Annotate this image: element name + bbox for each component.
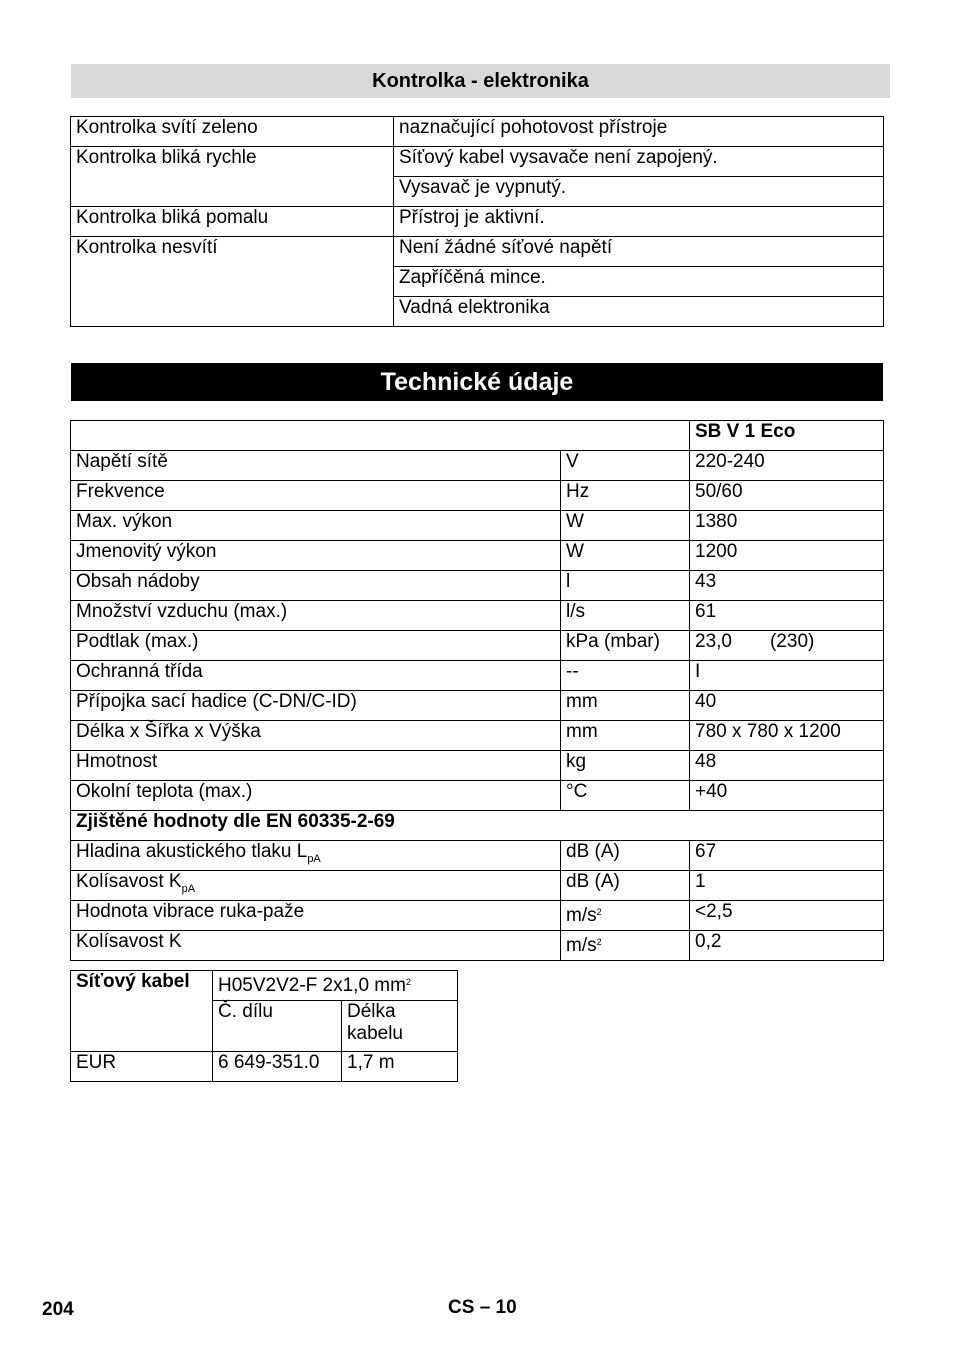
cable-length-header-line1: Délka [347, 1001, 396, 1022]
spec-value-kpa: 23,0 [695, 631, 732, 652]
spec-unit: l [561, 571, 690, 601]
spec-value: 40 [690, 691, 884, 721]
table-row [71, 971, 458, 1001]
table-row [71, 691, 884, 721]
spec-value: I [690, 661, 884, 691]
tech-table [70, 420, 884, 961]
cable-type-superscript: 2 [405, 977, 411, 987]
cable-type-text: H05V2V2-F 2x1,0 mm [218, 975, 406, 996]
spec-label: Přípojka sací hadice (C-DN/C-ID) [71, 691, 561, 721]
table-row [71, 481, 884, 511]
spec-unit: W [561, 511, 690, 541]
indicator-state: Kontrolka nesvítí [71, 237, 394, 327]
indicator-meaning: naznačující pohotovost přístroje [394, 117, 884, 147]
spec-label: Max. výkon [71, 511, 561, 541]
spec-value: 48 [690, 751, 884, 781]
spec-label: Množství vzduchu (max.) [71, 601, 561, 631]
spec-label-subscript: pA [307, 852, 321, 865]
spec-label-text: Hladina akustického tlaku L [76, 841, 308, 862]
spec-unit: mm [561, 691, 690, 721]
table-row [71, 541, 884, 571]
cable-part-number: 6 649-351.0 [213, 1052, 342, 1082]
spec-unit-superscript: 2 [596, 907, 602, 917]
table-row [71, 207, 884, 237]
table-row [71, 901, 884, 931]
spec-value: 61 [690, 601, 884, 631]
spec-label: Délka x Šířka x Výška [71, 721, 561, 751]
measurement-section-heading: Zjištěné hodnoty dle EN 60335-2-69 [71, 811, 884, 841]
spec-unit: dB (A) [561, 871, 690, 901]
table-row [71, 841, 884, 871]
spec-label-text: Kolísavost K [76, 871, 182, 892]
page-language-number [448, 1297, 517, 1319]
table-row [71, 661, 884, 691]
indicator-meaning: Vysavač je vypnutý. [394, 177, 884, 207]
spec-unit: kPa (mbar) [561, 631, 690, 661]
table-row [71, 631, 884, 661]
spec-value: <2,5 [690, 901, 884, 931]
indicator-meaning: Přístroj je aktivní. [394, 207, 884, 237]
indicator-meaning: Vadná elektronika [394, 297, 884, 327]
spec-unit: kg [561, 751, 690, 781]
table-row [71, 571, 884, 601]
page-number: 204 [42, 1299, 74, 1320]
cable-table [70, 970, 458, 1082]
spec-unit-superscript: 2 [596, 937, 602, 947]
spec-value: 220-240 [690, 451, 884, 481]
table-row [71, 781, 884, 811]
spec-unit-text: m/s [566, 905, 597, 926]
spec-value: 1 [690, 871, 884, 901]
table-row [71, 751, 884, 781]
indicator-state: Kontrolka bliká rychle [71, 147, 394, 207]
cable-length-header-line2: kabelu [347, 1023, 403, 1044]
spec-label: Kolísavost K [71, 931, 561, 961]
spec-unit: Hz [561, 481, 690, 511]
spec-label: Podtlak (max.) [71, 631, 561, 661]
spec-value: 780 x 780 x 1200 [690, 721, 884, 751]
spec-label-subscript: pA [181, 882, 196, 895]
indicator-meaning: Zapříčěná mince. [394, 267, 884, 297]
spec-value: 67 [690, 841, 884, 871]
spec-label: Jmenovitý výkon [71, 541, 561, 571]
model-name: SB V 1 Eco [690, 421, 884, 451]
table-row [71, 871, 884, 901]
indicator-meaning: Není žádné síťové napětí [394, 237, 884, 267]
spec-value: +40 [690, 781, 884, 811]
table-row [71, 931, 884, 961]
spec-label [71, 871, 561, 901]
spec-label: Frekvence [71, 481, 561, 511]
cable-length-header [342, 1001, 458, 1052]
spec-value: 1380 [690, 511, 884, 541]
spec-unit [561, 931, 690, 961]
cable-type [213, 971, 458, 1001]
table-row [71, 1052, 458, 1082]
table-row [71, 451, 884, 481]
indicator-table [70, 116, 884, 327]
indicator-meaning: Síťový kabel vysavače není zapojený. [394, 147, 884, 177]
section-page: 10 [495, 1297, 517, 1318]
spec-unit: W [561, 541, 690, 571]
language-code: CS [448, 1297, 475, 1318]
spec-unit [561, 901, 690, 931]
indicator-state: Kontrolka svítí zeleno [71, 117, 394, 147]
spec-value: 0,2 [690, 931, 884, 961]
table-row [71, 147, 884, 177]
spec-value: 1200 [690, 541, 884, 571]
spec-unit: dB (A) [561, 841, 690, 871]
separator: – [479, 1297, 491, 1318]
table-row [71, 117, 884, 147]
spec-label: Ochranná třída [71, 661, 561, 691]
table-header-row [71, 421, 884, 451]
spec-value [690, 631, 884, 661]
spec-label: Hmotnost [71, 751, 561, 781]
tech-section-title: Technické údaje [71, 363, 883, 401]
spec-label: Okolní teplota (max.) [71, 781, 561, 811]
table-row [71, 237, 884, 267]
spec-unit: mm [561, 721, 690, 751]
spec-label: Hodnota vibrace ruka-paže [71, 901, 561, 931]
spec-value: 50/60 [690, 481, 884, 511]
indicator-section-title: Kontrolka - elektronika [71, 64, 890, 98]
spec-unit: -- [561, 661, 690, 691]
spec-value-mbar: (230) [769, 631, 815, 652]
part-number-header: Č. dílu [213, 1001, 342, 1052]
spec-unit: l/s [561, 601, 690, 631]
spec-unit-text: m/s [566, 935, 597, 956]
cable-region: EUR [71, 1052, 213, 1082]
spec-unit: V [561, 451, 690, 481]
spec-label: Obsah nádoby [71, 571, 561, 601]
spec-value: 43 [690, 571, 884, 601]
empty-header-cell [71, 421, 690, 451]
table-row [71, 601, 884, 631]
table-row [71, 511, 884, 541]
indicator-state: Kontrolka bliká pomalu [71, 207, 394, 237]
spec-label [71, 841, 561, 871]
spec-unit: °C [561, 781, 690, 811]
spec-label: Napětí sítě [71, 451, 561, 481]
cable-length: 1,7 m [342, 1052, 458, 1082]
cable-label: Síťový kabel [71, 971, 213, 1052]
table-row [71, 721, 884, 751]
table-section-row [71, 811, 884, 841]
